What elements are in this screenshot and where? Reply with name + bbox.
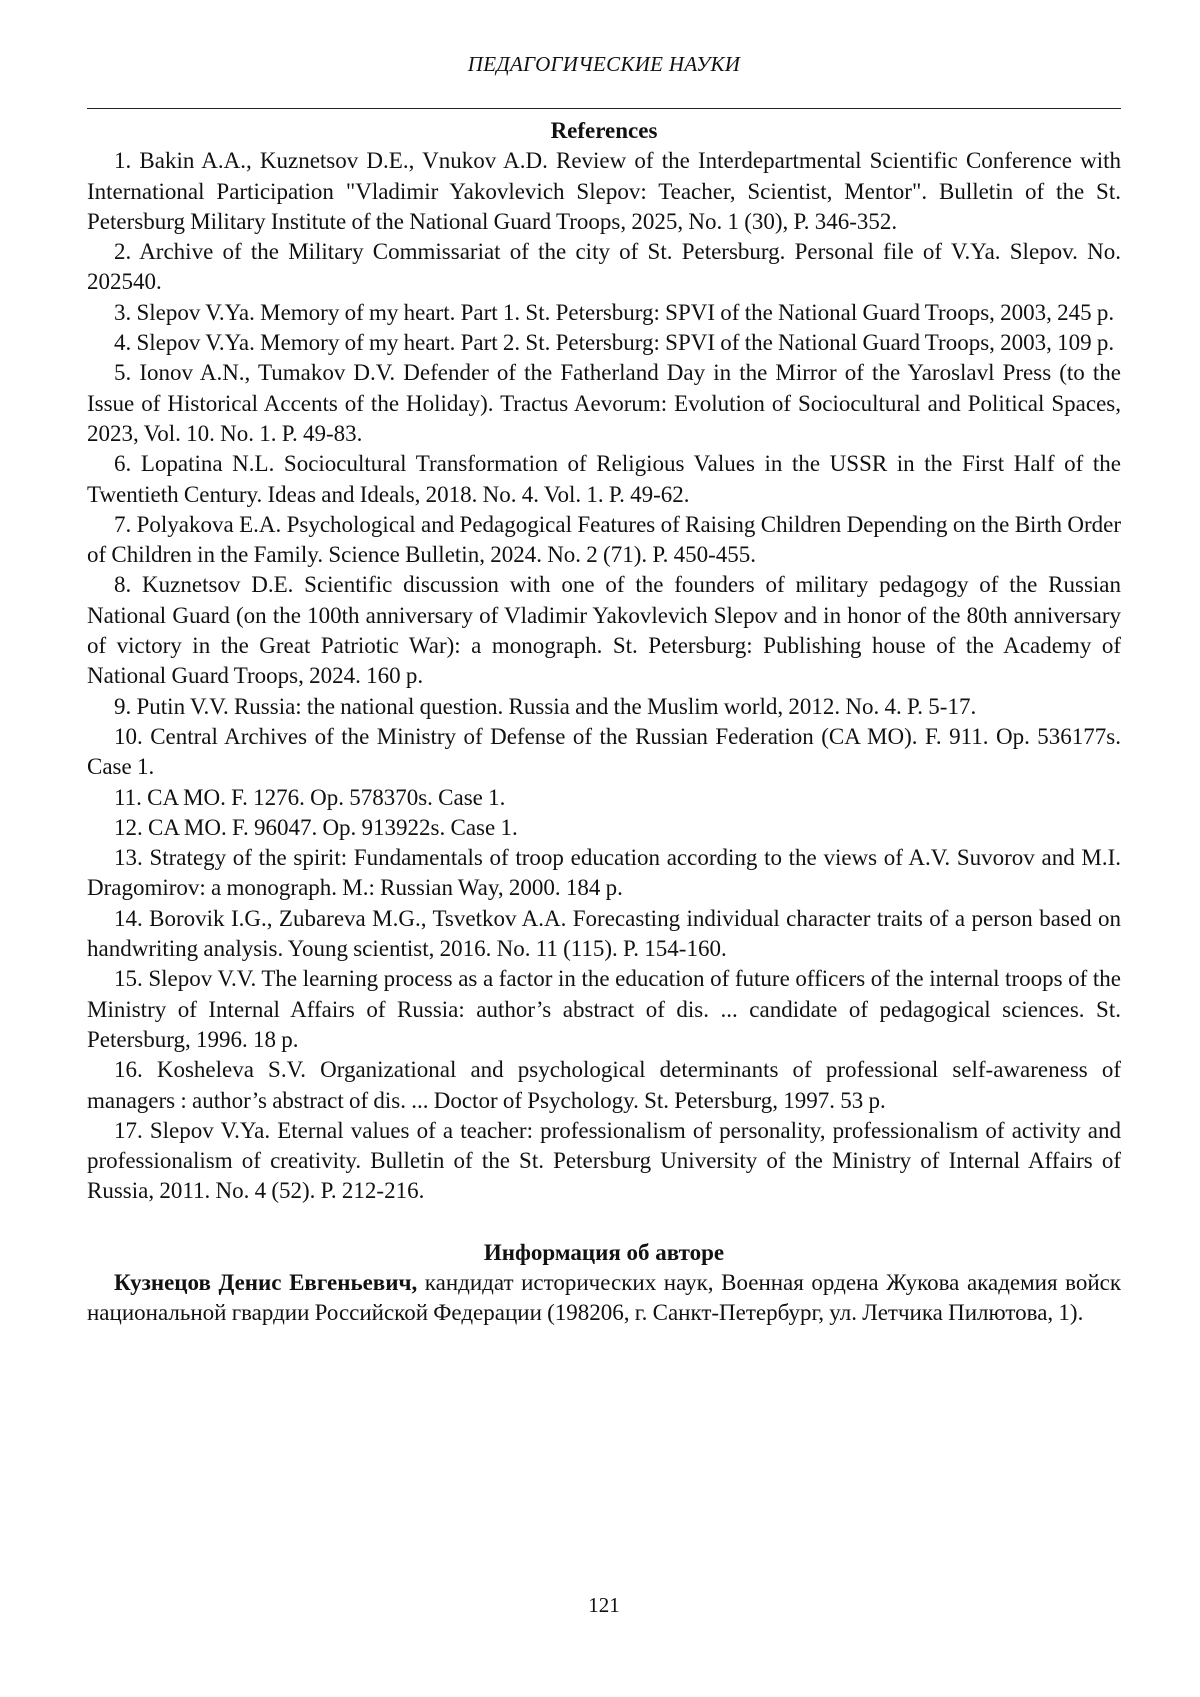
reference-item: 11. CA MO. F. 1276. Op. 578370s. Case 1.: [114, 784, 506, 810]
page-content: [87, 116, 1121, 1329]
running-header: ПЕДАГОГИЧЕСКИЕ НАУКИ: [467, 52, 741, 76]
reference-item: 15. Slepov V.V. The learning process as a factor in the education of future officers of the internal troops of the Ministry of Internal Affairs of Russia: author’s abstract of dis. ... candidate of pedagogical sciences. St. Petersburg, 1996. 18 p.: [87, 966, 1121, 1052]
reference-item: 1. Bakin A.A., Kuznetsov D.E., Vnukov A.D. Review of the Interdepartmental Scientific Conference with International Participation "Vladimir Yakovlevich Slepov: Teacher, Scientist, Mentor". Bulletin of the St. Petersburg Military Institute of the National Guard Troops, 2025, No. 1 (30), P. 346-352.: [87, 148, 1121, 234]
page-number: 121: [588, 1593, 620, 1617]
reference-item: 7. Polyakova E.A. Psychological and Pedagogical Features of Raising Children Depending on the Birth Order of Children in the Family. Science Bulletin, 2024. No. 2 (71). P. 450-455.: [87, 511, 1121, 568]
reference-item: 4. Slepov V.Ya. Memory of my heart. Part 2. St. Petersburg: SPVI of the National Guard Troops, 2003, 109 p.: [114, 330, 1115, 356]
author-info-heading: Информация об авторе: [483, 1239, 725, 1265]
reference-item: 17. Slepov V.Ya. Eternal values of a teacher: professionalism of personality, professionalism of activity and professionalism of creativity. Bulletin of the St. Petersburg University of the Ministry of Internal Affairs of Russia, 2011. No. 4 (52). P. 212-216.: [87, 1117, 1121, 1204]
reference-item: 14. Borovik I.G., Zubareva M.G., Tsvetkov A.A. Forecasting individual character traits of a person based on handwriting analysis. Young scientist, 2016. No. 11 (115). P. 154-160.: [87, 905, 1121, 962]
reference-item: 8. Kuznetsov D.E. Scientific discussion with one of the founders of military pedagogy of the Russian National Guard (on the 100th anniversary of Vladimir Yakovlevich Slepov and in honor of the 80th anniversary of victory in the Great Patriotic War): a monograph. St. Petersburg: Publishing house of the Academy of National Guard Troops, 2024. 160 p.: [87, 572, 1121, 689]
references-heading: References: [550, 118, 658, 143]
reference-item: 6. Lopatina N.L. Sociocultural Transformation of Religious Values in the USSR in the First Half of the Twentieth Century. Ideas and Ideals, 2018. No. 4. Vol. 1. P. 49-62.: [87, 451, 1121, 507]
reference-item: 2. Archive of the Military Commissariat of the city of St. Petersburg. Personal file of V.Ya. Slepov. No. 202540.: [87, 239, 1121, 295]
reference-item: 9. Putin V.V. Russia: the national question. Russia and the Muslim world, 2012. No. 4. P. 5-17.: [114, 693, 977, 719]
reference-item: 13. Strategy of the spirit: Fundamentals of troop education according to the views of A.V. Suvorov and M.I. Dragomirov: a monograph. M.: Russian Way, 2000. 184 p.: [87, 845, 1121, 901]
reference-item: 16. Kosheleva S.V. Organizational and psychological determinants of professional self-awareness of managers : author’s abstract of dis. ... Doctor of Psychology. St. Petersburg, 1997. 53 p.: [87, 1057, 1121, 1113]
reference-item: 10. Central Archives of the Ministry of Defense of the Russian Federation (CA MO). F. 911. Op. 536177s. Case 1.: [87, 723, 1121, 780]
reference-item: 12. CA MO. F. 96047. Op. 913922s. Case 1.: [114, 814, 518, 840]
reference-item: 5. Ionov A.N., Tumakov D.V. Defender of the Fatherland Day in the Mirror of the Yaroslavl Press (to the Issue of Historical Accents of the Holiday). Tractus Aevorum: Evolution of Sociocultural and Political Spaces, 2023, Vol. 10. No. 1. P. 49-83.: [87, 360, 1121, 446]
author-details: кандидат исторических наук, Военная ордена Жукова академия войск национальной гвардии Российской Федерации (198206, г. Санкт-Петербург, ул. Летчика Пилютова, 1).: [87, 1269, 1122, 1326]
author-name: Кузнецов Денис Евгеньевич,: [114, 1269, 418, 1295]
reference-item: 3. Slepov V.Ya. Memory of my heart. Part 1. St. Petersburg: SPVI of the National Guard Troops, 2003, 245 p.: [114, 299, 1115, 325]
header-divider: [87, 108, 1121, 109]
author-info-paragraph: [87, 1268, 1121, 1329]
